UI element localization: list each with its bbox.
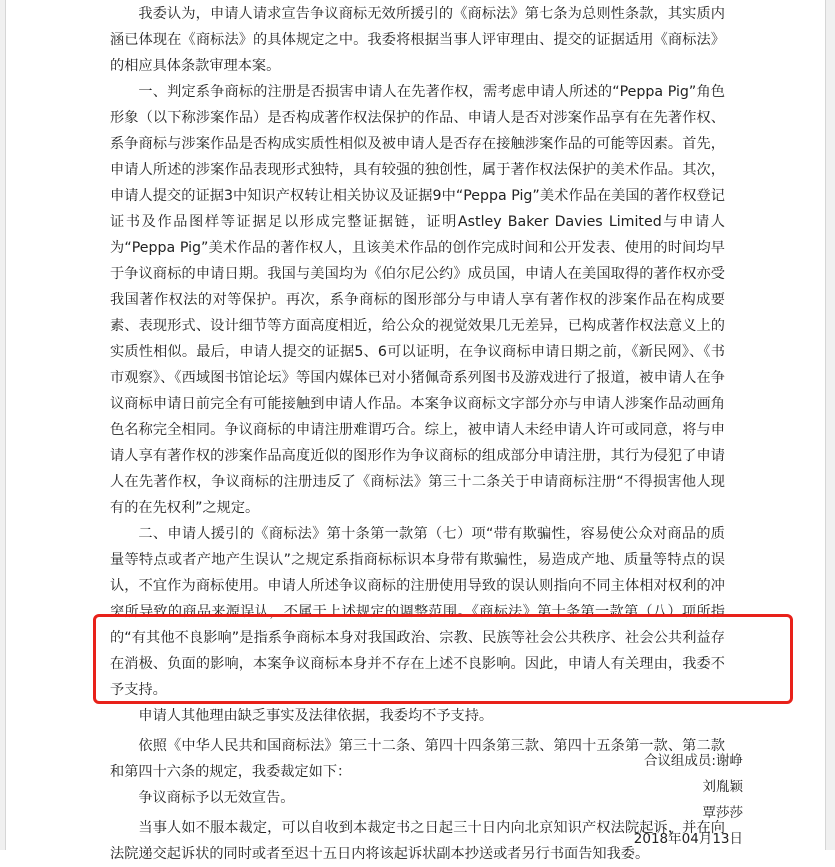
paragraph-appeal: 当事人如不服本裁定，可以自收到本裁定书之日起三十日内向北京知识产权法院起诉，并在向法院递交起诉状的同时或者至迟十五日内将该起诉状副本抄送或者另行书面告知我委。 [110,820,725,862]
signature-date: 2018年04月13日 [633,831,743,847]
paragraph-intro: 我委认为，申请人请求宣告争议商标无效所援引的《商标法》第七条为总则性条款，其实质内涵已体现在《商标法》的具体规定之中。我委将根据当事人评审理由、提交的证据适用《商标法》的相应具体条款审理本案。 [110,6,725,74]
signature-panel-members: 合议组成员:谢峥 [643,753,743,769]
signature-member-3: 覃莎莎 [702,805,743,821]
decision-document [110,0,725,867]
paragraph-point-2: 二、申请人援引的《商标法》第十条第一款第（七）项“带有欺骗性，容易使公众对商品的质量等特点或者产地产生误认”之规定系指商标标识本身带有欺骗性，易造成产地、质量等特点的误认，不宜作为商标使用。申请人所述争议商标的注册使用导致的误认则指向不同主体相对权利的冲突所导致的商品来源误认，不属于上述规定的调整范围。《商标法》第十条第一款第（八）项所指的“有其他不良影响”是指系争商标本身对我国政治、宗教、民族等社会公共秩序、社会公共利益存在消极、负面的影响，本案争议商标本身并不存在上述不良影响。因此，申请人有关理由，我委不予支持。 [110,526,725,698]
paragraph-ruling-basis: 依照《中华人民共和国商标法》第三十二条、第四十四条第三款、第四十五条第一款、第二款和第四十六条的规定，我委裁定如下： [110,738,725,780]
paragraph-point-1: 一、判定系争商标的注册是否损害申请人在先著作权，需考虑申请人所述的“Peppa Pig”角色形象（以下称涉案作品）是否构成著作权法保护的作品、申请人是否对涉案作品享有在先著作权、系争商标与涉案作品是否构成实质性相似及被申请人是否存在接触涉案作品的可能等因素。首先，申请人所述的涉案作品表现形式独特，具有较强的独创性，属于著作权法保护的美术作品。其次，申请人提交的证据3中知识产权转让相关协议及证据9中“Peppa Pig”美术作品在美国的著作权登记证书及作品图样等证据足以形成完整证据链，证明Astley Baker Davies Limited与申请人为“Peppa Pig”美术作品的著作权人，且该美术作品的创作完成时间和公开发表、使用的时间均早于争议商标的申请日期。我国与美国均为《伯尔尼公约》成员国，申请人在美国取得的著作权亦受我国著作权法的对等保护。再次，系争商标的图形部分与申请人享有著作权的涉案作品在构成要素、表现形式、设计细节等方面高度相近，给公众的视觉效果几无差异，已构成著作权法意义上的实质性相似。最后，申请人提交的证据5、6可以证明，在争议商标申请日期之前，《新民网》、《书市观察》、《西域图书馆论坛》等国内媒体已对小猪佩奇系列图书及游戏进行了报道，被申请人在争议商标申请日前完全有可能接触到申请人作品。本案争议商标文字部分亦与申请人涉案作品动画角色名称完全相同。争议商标的申请注册难谓巧合。综上，被申请人未经申请人许可或同意，将与申请人享有著作权的涉案作品高度近似的图形作为争议商标的组成部分申请注册，其行为侵犯了申请人在先著作权，争议商标的注册违反了《商标法》第三十二条关于申请商标注册“不得损害他人现有的在先权利”之规定。 [110,84,725,516]
left-frame-border [0,0,6,850]
paragraph-other-claims: 申请人其他理由缺乏事实及法律依据，我委均不予支持。 [138,708,494,724]
paragraph-ruling: 争议商标予以无效宣告。 [138,790,295,806]
right-scrollbar[interactable] [825,0,835,850]
signature-panel [634,748,743,852]
signature-member-2: 刘胤颖 [702,779,743,795]
